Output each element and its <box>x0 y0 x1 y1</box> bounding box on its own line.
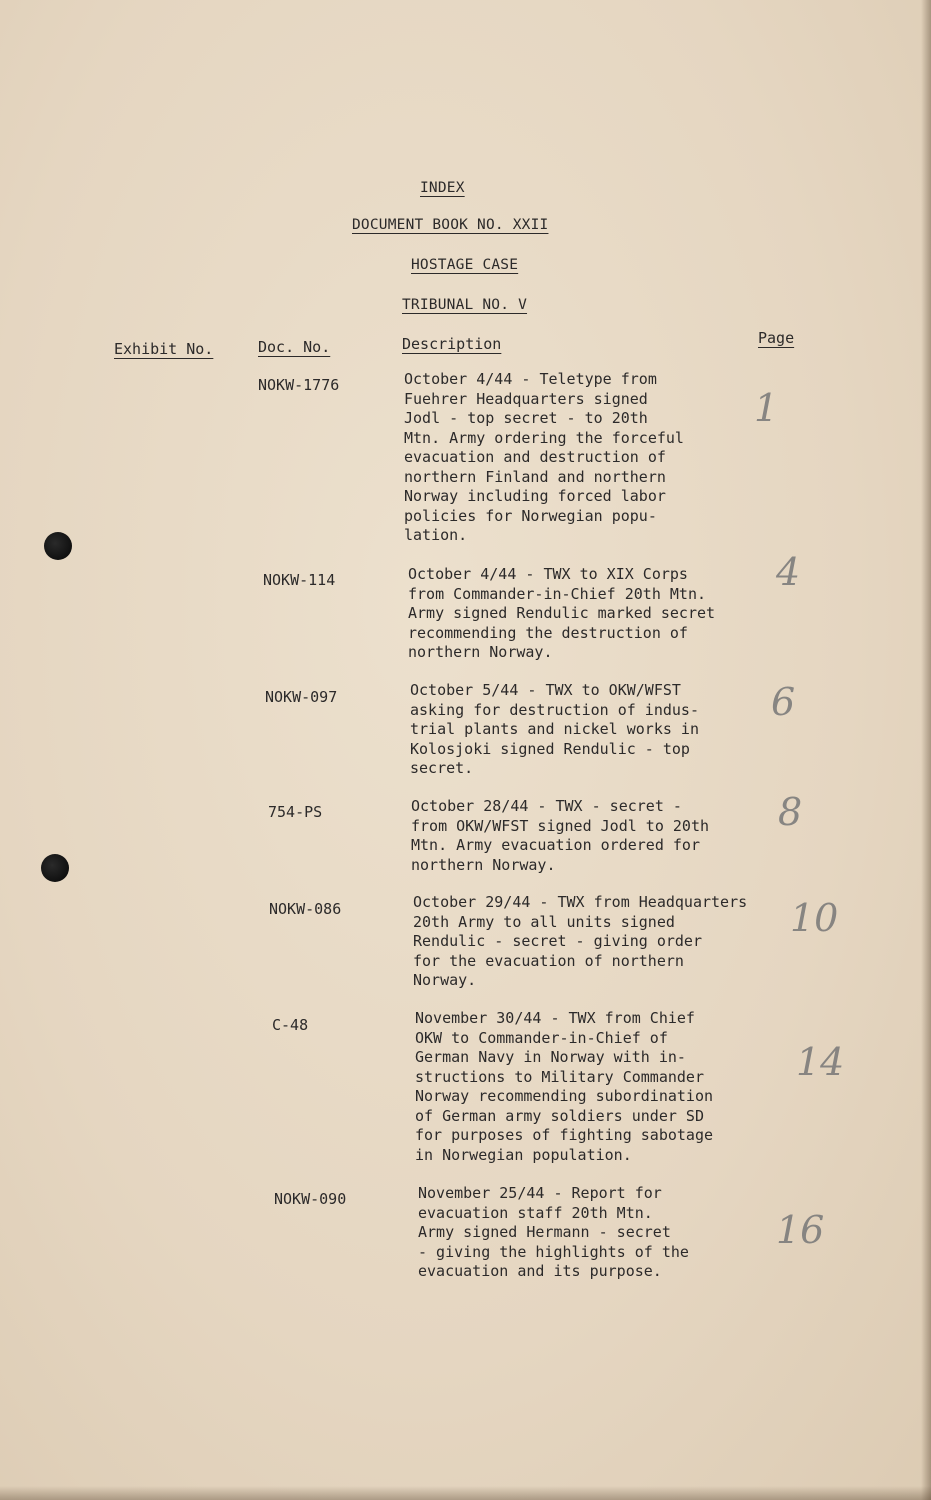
description-column-header: Description <box>402 335 502 353</box>
doc-number: NOKW-086 <box>269 900 342 918</box>
page-bottom-shadow <box>0 1486 931 1500</box>
page-edge-shadow <box>921 0 931 1500</box>
page-column-header: Page <box>758 329 795 347</box>
exhibit-column-header: Exhibit No. <box>114 340 214 358</box>
page-number-handwritten: 6 <box>771 680 796 724</box>
doc-number: C-48 <box>272 1016 309 1034</box>
page-number-handwritten: 14 <box>796 1040 845 1084</box>
tribunal-heading: TRIBUNAL NO. V <box>402 297 528 313</box>
page-number-handwritten: 4 <box>776 550 801 594</box>
document-book-heading: DOCUMENT BOOK NO. XXII <box>352 217 549 233</box>
punch-hole-top <box>44 532 72 560</box>
doc-column-header: Doc. No. <box>258 338 331 356</box>
entry-description: November 30/44 - TWX from Chief OKW to Commander-in-Chief of German Navy in Norway with in- structions to Military Commander Norway recommending subordination of German army soldiers under SD for purposes of fighting sabotage in Norwegian population. <box>415 1009 714 1164</box>
punch-hole-bottom <box>41 854 69 882</box>
entry-description: October 5/44 - TWX to OKW/WFST asking for destruction of indus- trial plants and nickel works in Kolosjoki signed Rendulic - top secret. <box>410 681 699 777</box>
index-heading: INDEX <box>420 180 465 196</box>
page-number-handwritten: 16 <box>776 1208 825 1252</box>
doc-number: NOKW-097 <box>265 688 338 706</box>
entry-description: October 4/44 - TWX to XIX Corps from Commander-in-Chief 20th Mtn. Army signed Rendulic marked secret recommending the destruction of northern Norway. <box>408 565 716 661</box>
page-number-handwritten: 1 <box>754 386 779 430</box>
entry-description: October 4/44 - Teletype from Fuehrer Headquarters signed Jodl - top secret - to 20th Mtn. Army ordering the forceful evacuation and destruction of northern Finland and northern Norway including forced labor policies for Norwegian popu- lation. <box>404 370 684 544</box>
doc-number: NOKW-114 <box>263 571 336 589</box>
entry-description: November 25/44 - Report for evacuation staff 20th Mtn. Army signed Hermann - secret - giving the highlights of the evacuation and its purpose. <box>418 1184 689 1280</box>
doc-number: NOKW-090 <box>274 1190 347 1208</box>
entry-description: October 28/44 - TWX - secret - from OKW/WFST signed Jodl to 20th Mtn. Army evacuation ordered for northern Norway. <box>411 797 710 874</box>
doc-number: NOKW-1776 <box>258 376 340 394</box>
page-number-handwritten: 8 <box>778 790 803 834</box>
doc-number: 754-PS <box>268 803 323 821</box>
entry-description: October 29/44 - TWX from Headquarters 20th Army to all units signed Rendulic - secret - giving order for the evacuation of northern Norway. <box>413 893 748 989</box>
page-number-handwritten: 10 <box>790 896 839 940</box>
case-heading: HOSTAGE CASE <box>411 257 519 273</box>
